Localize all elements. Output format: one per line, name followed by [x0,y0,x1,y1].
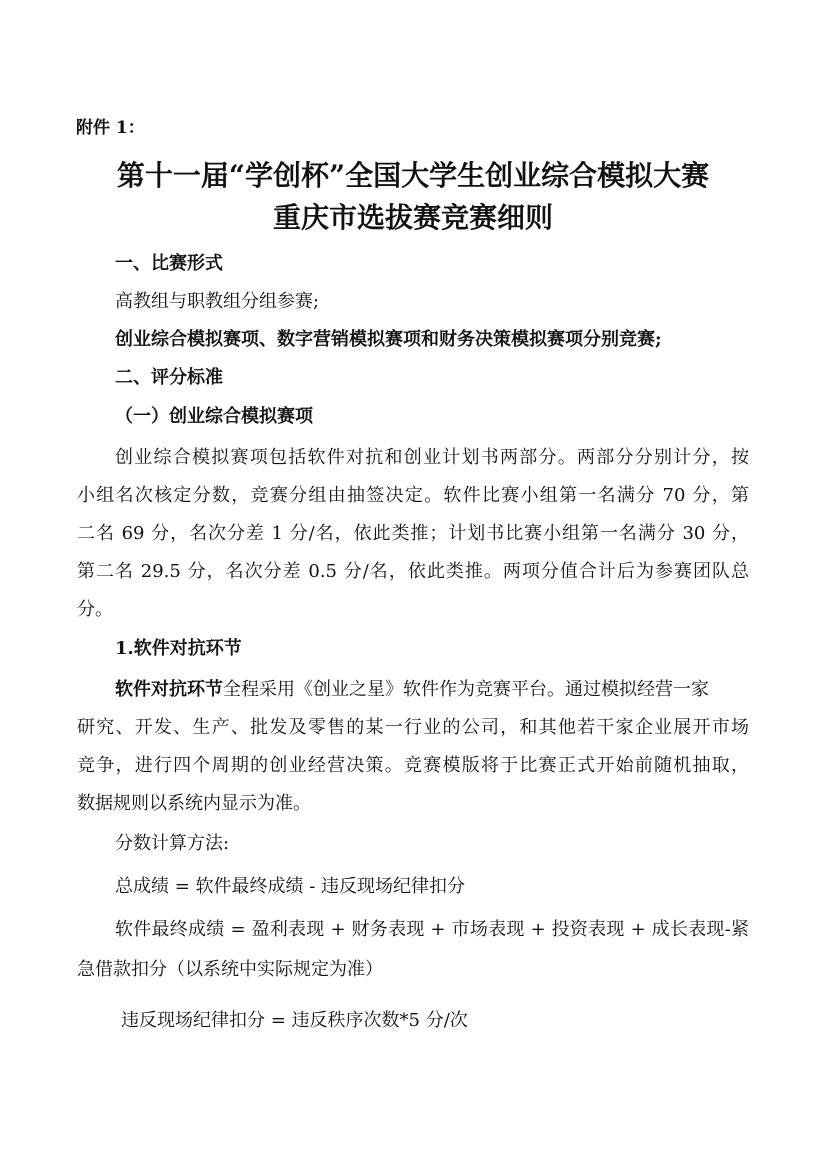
formula-total: 总成绩 = 软件最终成绩 - 违反现场纪律扣分 [115,876,466,897]
formula-software-score-cont: 急借款扣分（以系统中实际规定为准） [77,959,383,980]
section-paragraph: 创业综合模拟赛项、数字营销模拟赛项和财务决策模拟赛项分别竞赛; [115,329,662,350]
item-heading: 1.软件对抗环节 [115,638,242,659]
section-paragraph: 高教组与职教组分组参赛; [115,291,320,312]
paragraph-line: 二名 69 分，名次分差 1 分/名，依此类推；计划书比赛小组第一名满分 30 分， [77,523,749,544]
paragraph-line: 创业综合模拟赛项包括软件对抗和创业计划书两部分。两部分分别计分，按 [115,447,749,468]
paragraph-line: 研究、开发、生产、批发及零售的某一行业的公司，和其他若干家企业展开市场 [77,717,749,738]
subsection-heading: （一）创业综合模拟赛项 [115,406,313,427]
formula-software-score: 软件最终成绩 = 盈利表现 + 财务表现 + 市场表现 + 投资表现 + 成长表现-紧 [115,919,749,940]
section-heading-scoring: 二、评分标准 [115,367,223,388]
paragraph-line: 第二名 29.5 分，名次分差 0.5 分/名，依此类推。两项分值合计后为参赛团队总 [77,561,749,582]
attachment-label: 附件 1： [76,118,145,138]
formula-penalty: 违反现场纪律扣分 = 违反秩序次数*5 分/次 [121,1010,468,1031]
document-title-line2: 重庆市选拔赛竞赛细则 [272,201,553,234]
document-title-line1: 第十一届“学创杯”全国大学生创业综合模拟大赛 [116,159,710,192]
paragraph-line: 分。 [77,599,113,620]
calc-method-label: 分数计算方法: [115,833,230,854]
paragraph-line: 竞争，进行四个周期的创业经营决策。竞赛模版将于比赛正式开始前随机抽取， [77,755,749,776]
paragraph-text: 全程采用《创业之星》软件作为竞赛平台。通过模拟经营一家 [223,679,709,700]
paragraph-line: 小组名次核定分数，竞赛分组由抽签决定。软件比赛小组第一名满分 70 分，第 [77,485,749,506]
paragraph-line [115,678,709,702]
emphasis-text: 软件对抗环节 [115,679,223,700]
paragraph-line: 数据规则以系统内显示为准。 [77,793,311,814]
section-heading-format: 一、比赛形式 [115,253,223,274]
